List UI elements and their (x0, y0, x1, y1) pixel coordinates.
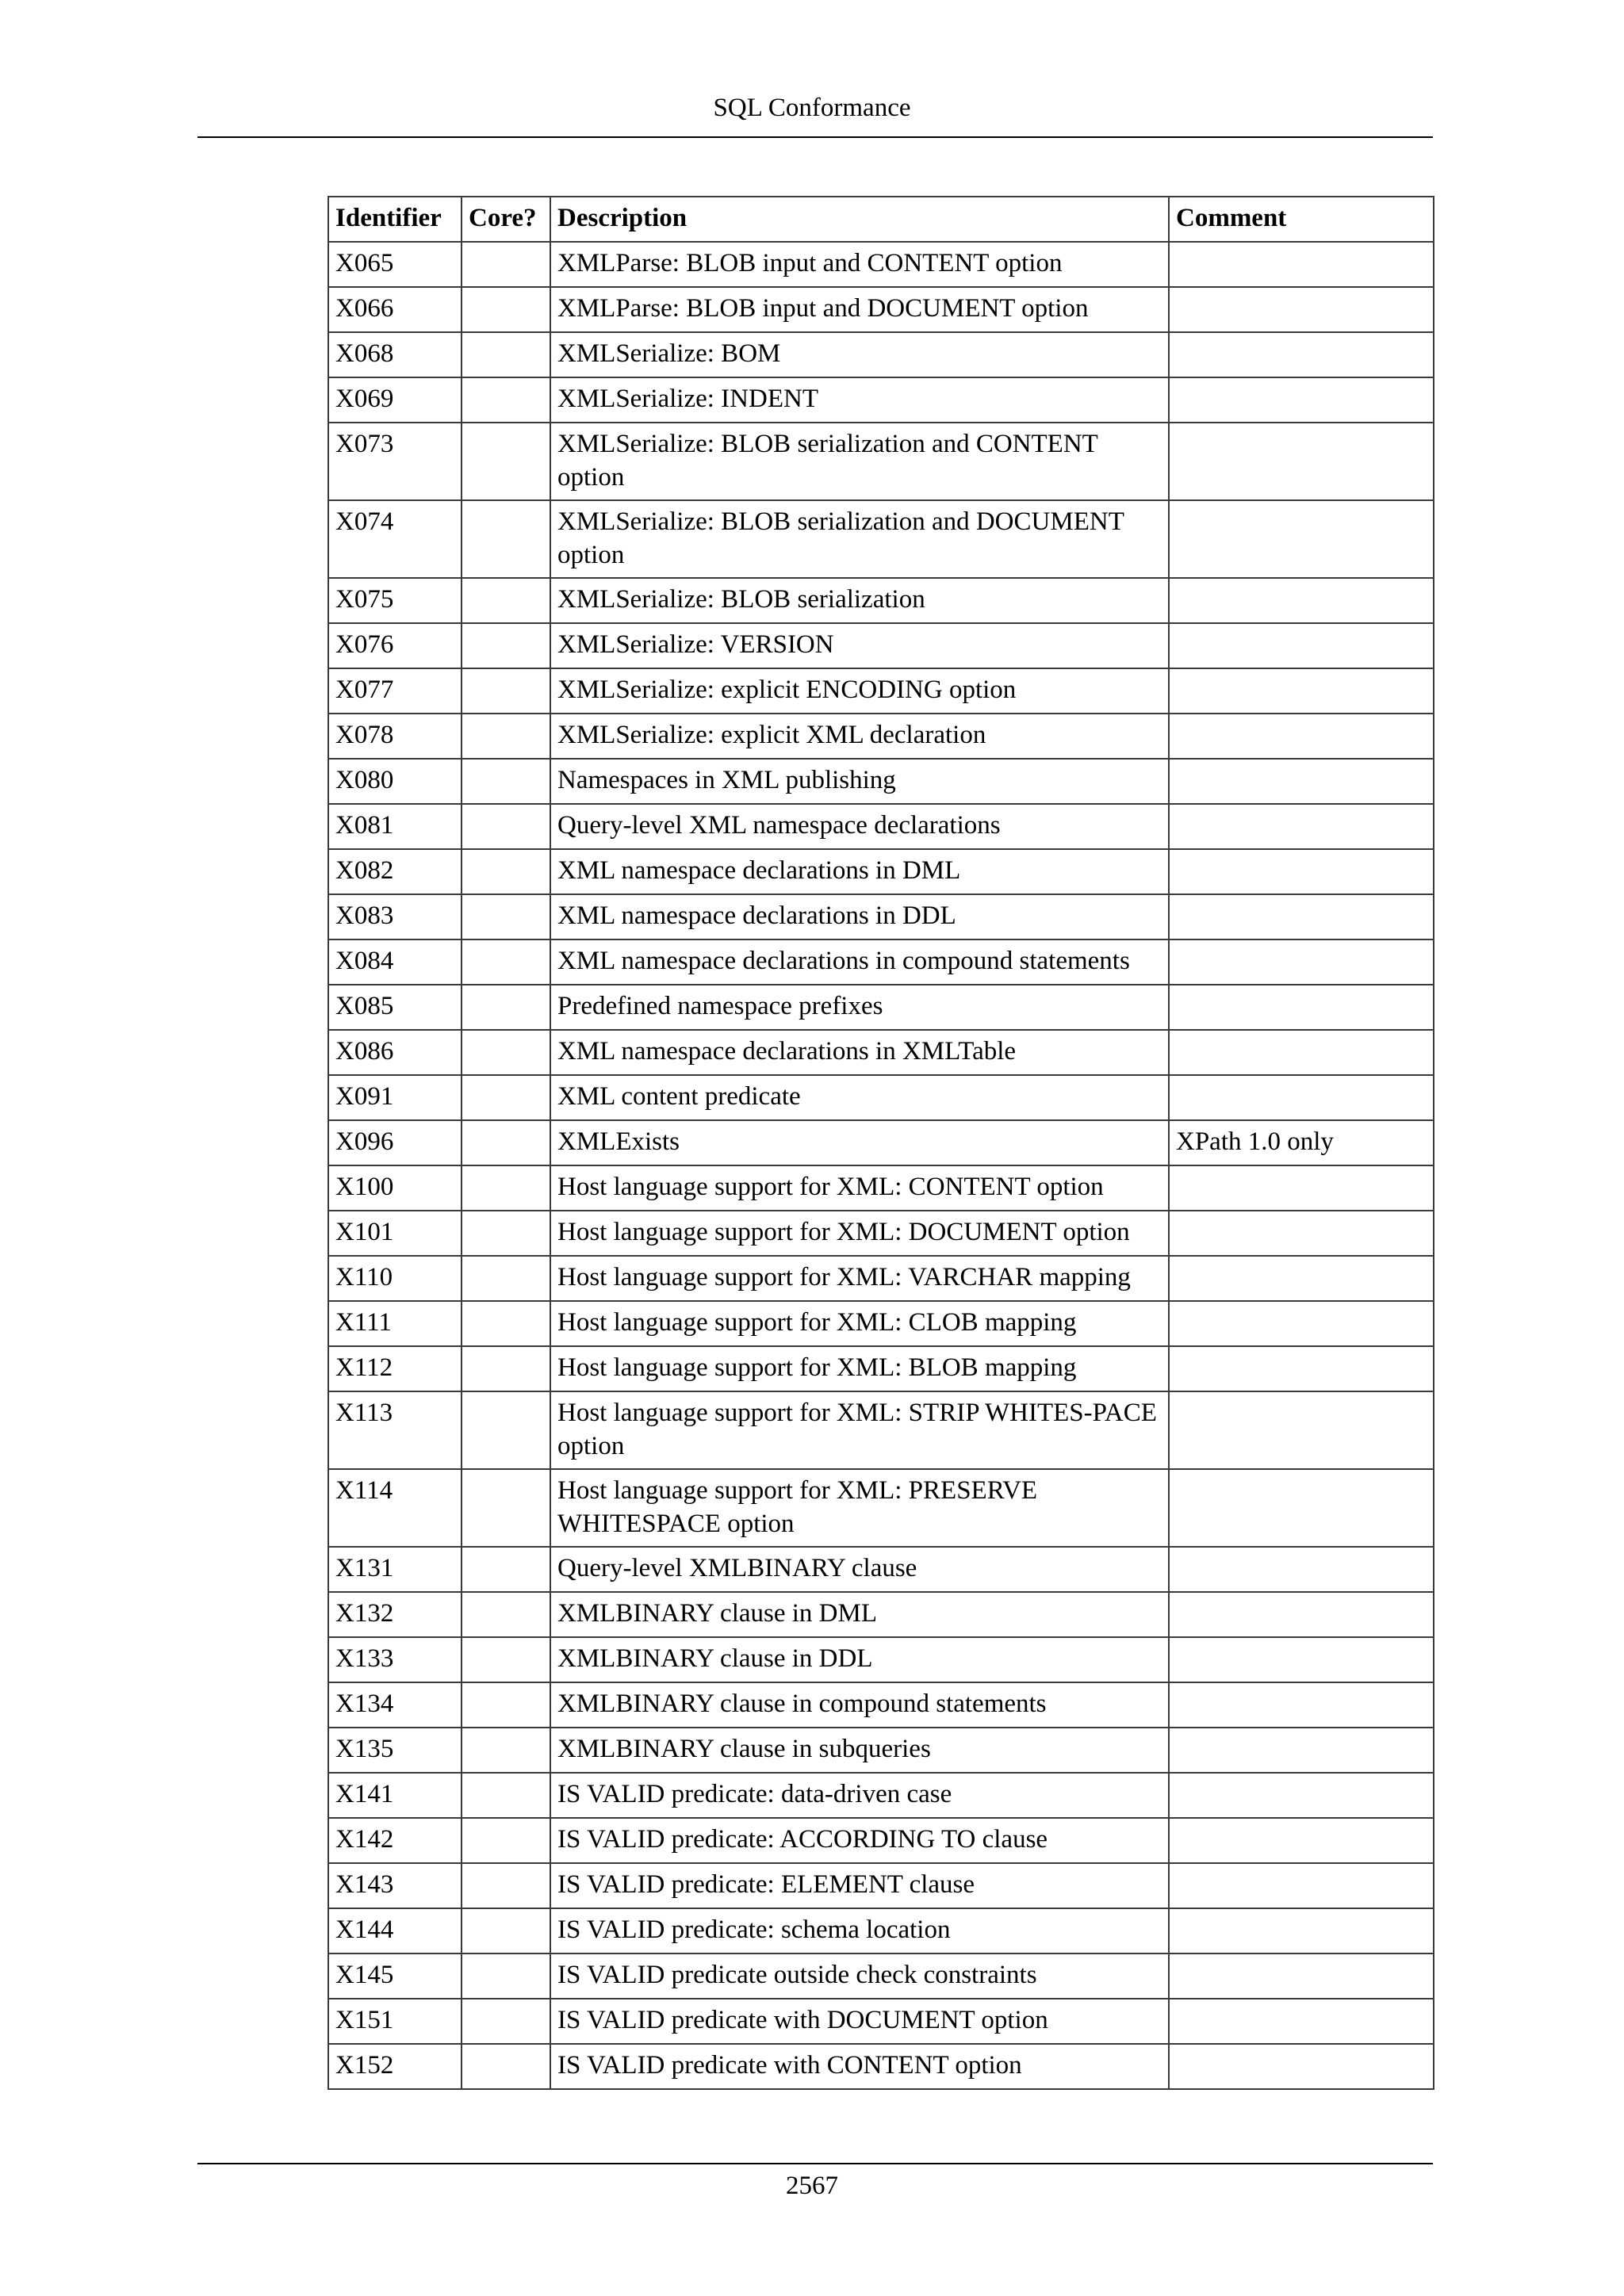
cell-core (462, 1075, 550, 1120)
cell-identifier: X134 (328, 1682, 462, 1728)
cell-comment (1169, 423, 1434, 500)
cell-comment (1169, 1346, 1434, 1391)
cell-identifier: X112 (328, 1346, 462, 1391)
cell-identifier: X069 (328, 377, 462, 423)
cell-core (462, 423, 550, 500)
cell-core (462, 2044, 550, 2089)
cell-description: Host language support for XML: STRIP WHITES-PACE option (550, 1391, 1169, 1469)
cell-description: XMLParse: BLOB input and DOCUMENT option (550, 287, 1169, 332)
cell-description: Host language support for XML: PRESERVE WHITESPACE option (550, 1469, 1169, 1547)
table-row (328, 1999, 1434, 2044)
table-row (328, 377, 1434, 423)
cell-core (462, 1592, 550, 1637)
cell-description: XML namespace declarations in compound statements (550, 939, 1169, 985)
cell-identifier: X132 (328, 1592, 462, 1637)
cell-identifier: X082 (328, 849, 462, 894)
cell-comment (1169, 804, 1434, 849)
cell-core (462, 1165, 550, 1211)
table-row (328, 849, 1434, 894)
cell-description: XMLBINARY clause in DDL (550, 1637, 1169, 1682)
cell-comment (1169, 1547, 1434, 1592)
cell-description: Query-level XML namespace declarations (550, 804, 1169, 849)
cell-core (462, 1120, 550, 1165)
table-row (328, 804, 1434, 849)
header-rule (197, 136, 1433, 138)
cell-comment (1169, 1999, 1434, 2044)
cell-description: Host language support for XML: CONTENT option (550, 1165, 1169, 1211)
cell-description: XMLSerialize: BLOB serialization and CONTENT option (550, 423, 1169, 500)
cell-description: XML namespace declarations in XMLTable (550, 1030, 1169, 1075)
cell-description: XMLSerialize: explicit XML declaration (550, 714, 1169, 759)
cell-core (462, 287, 550, 332)
cell-comment (1169, 1075, 1434, 1120)
cell-core (462, 668, 550, 714)
table-row (328, 1592, 1434, 1637)
cell-core (462, 714, 550, 759)
cell-identifier: X073 (328, 423, 462, 500)
cell-comment (1169, 1211, 1434, 1256)
table-row (328, 500, 1434, 578)
cell-comment (1169, 500, 1434, 578)
cell-core (462, 1682, 550, 1728)
table-row (328, 1773, 1434, 1818)
cell-description: IS VALID predicate: schema location (550, 1908, 1169, 1954)
cell-core (462, 1211, 550, 1256)
cell-comment (1169, 623, 1434, 668)
table-row (328, 578, 1434, 623)
cell-description: XMLBINARY clause in compound statements (550, 1682, 1169, 1728)
cell-core (462, 894, 550, 939)
cell-core (462, 623, 550, 668)
cell-identifier: X085 (328, 985, 462, 1030)
cell-core (462, 1773, 550, 1818)
table-row (328, 1547, 1434, 1592)
cell-identifier: X143 (328, 1863, 462, 1908)
cell-description: IS VALID predicate: ELEMENT clause (550, 1863, 1169, 1908)
cell-comment (1169, 377, 1434, 423)
cell-identifier: X065 (328, 242, 462, 287)
cell-identifier: X141 (328, 1773, 462, 1818)
cell-description: IS VALID predicate: ACCORDING TO clause (550, 1818, 1169, 1863)
table-row (328, 1301, 1434, 1346)
cell-description: IS VALID predicate with DOCUMENT option (550, 1999, 1169, 2044)
table-row (328, 1075, 1434, 1120)
cell-core (462, 1547, 550, 1592)
cell-comment (1169, 242, 1434, 287)
table-row (328, 423, 1434, 500)
cell-comment: XPath 1.0 only (1169, 1120, 1434, 1165)
page-number: 2567 (786, 2172, 838, 2200)
cell-description: Predefined namespace prefixes (550, 985, 1169, 1030)
cell-description: XMLSerialize: BLOB serialization and DOCUMENT option (550, 500, 1169, 578)
table-row (328, 1637, 1434, 1682)
cell-identifier: X111 (328, 1301, 462, 1346)
cell-identifier: X066 (328, 287, 462, 332)
cell-core (462, 804, 550, 849)
cell-description: Host language support for XML: BLOB mapping (550, 1346, 1169, 1391)
cell-core (462, 939, 550, 985)
cell-comment (1169, 1728, 1434, 1773)
table-row (328, 1391, 1434, 1469)
cell-comment (1169, 1863, 1434, 1908)
cell-core (462, 1954, 550, 1999)
cell-comment (1169, 2044, 1434, 2089)
cell-identifier: X080 (328, 759, 462, 804)
cell-comment (1169, 668, 1434, 714)
cell-identifier: X101 (328, 1211, 462, 1256)
cell-description: IS VALID predicate with CONTENT option (550, 2044, 1169, 2089)
cell-description: IS VALID predicate outside check constraints (550, 1954, 1169, 1999)
cell-comment (1169, 985, 1434, 1030)
cell-description: XMLExists (550, 1120, 1169, 1165)
cell-comment (1169, 332, 1434, 377)
cell-identifier: X083 (328, 894, 462, 939)
table-row (328, 714, 1434, 759)
cell-description: Host language support for XML: CLOB mapping (550, 1301, 1169, 1346)
cell-identifier: X074 (328, 500, 462, 578)
cell-description: XMLSerialize: VERSION (550, 623, 1169, 668)
cell-comment (1169, 1165, 1434, 1211)
cell-identifier: X086 (328, 1030, 462, 1075)
column-header-comment: Comment (1169, 197, 1434, 242)
cell-core (462, 377, 550, 423)
cell-comment (1169, 714, 1434, 759)
cell-core (462, 1391, 550, 1469)
table-row (328, 623, 1434, 668)
table-row (328, 668, 1434, 714)
cell-comment (1169, 939, 1434, 985)
column-header-description: Description (550, 197, 1169, 242)
cell-core (462, 578, 550, 623)
table-row (328, 287, 1434, 332)
table-row (328, 759, 1434, 804)
cell-identifier: X131 (328, 1547, 462, 1592)
table-row (328, 894, 1434, 939)
cell-comment (1169, 849, 1434, 894)
footer-rule (197, 2163, 1433, 2164)
table-body (328, 242, 1434, 2089)
conformance-table (327, 196, 1434, 2090)
cell-identifier: X142 (328, 1818, 462, 1863)
cell-core (462, 1301, 550, 1346)
cell-core (462, 1818, 550, 1863)
table-row (328, 1211, 1434, 1256)
column-header-core: Core? (462, 197, 550, 242)
cell-identifier: X077 (328, 668, 462, 714)
table-row (328, 1863, 1434, 1908)
cell-identifier: X135 (328, 1728, 462, 1773)
cell-identifier: X152 (328, 2044, 462, 2089)
cell-core (462, 332, 550, 377)
cell-core (462, 849, 550, 894)
cell-comment (1169, 1818, 1434, 1863)
table-row (328, 242, 1434, 287)
cell-core (462, 1728, 550, 1773)
cell-description: XMLSerialize: BLOB serialization (550, 578, 1169, 623)
cell-identifier: X151 (328, 1999, 462, 2044)
cell-description: XML namespace declarations in DDL (550, 894, 1169, 939)
cell-comment (1169, 1030, 1434, 1075)
table-row (328, 1908, 1434, 1954)
table-row (328, 1954, 1434, 1999)
cell-identifier: X114 (328, 1469, 462, 1547)
cell-comment (1169, 1637, 1434, 1682)
cell-comment (1169, 1682, 1434, 1728)
cell-core (462, 1863, 550, 1908)
table-row (328, 1818, 1434, 1863)
table-row (328, 1346, 1434, 1391)
cell-core (462, 1999, 550, 2044)
cell-comment (1169, 1773, 1434, 1818)
cell-core (462, 985, 550, 1030)
table-row (328, 1469, 1434, 1547)
cell-core (462, 1469, 550, 1547)
cell-identifier: X075 (328, 578, 462, 623)
cell-identifier: X100 (328, 1165, 462, 1211)
table-row (328, 1256, 1434, 1301)
cell-identifier: X078 (328, 714, 462, 759)
cell-comment (1169, 1301, 1434, 1346)
cell-comment (1169, 1469, 1434, 1547)
cell-comment (1169, 894, 1434, 939)
cell-description: XMLBINARY clause in subqueries (550, 1728, 1169, 1773)
cell-identifier: X084 (328, 939, 462, 985)
cell-description: Query-level XMLBINARY clause (550, 1547, 1169, 1592)
cell-identifier: X096 (328, 1120, 462, 1165)
cell-comment (1169, 1908, 1434, 1954)
cell-comment (1169, 1256, 1434, 1301)
cell-comment (1169, 1954, 1434, 1999)
cell-identifier: X076 (328, 623, 462, 668)
page-header: SQL Conformance (713, 94, 911, 122)
cell-core (462, 759, 550, 804)
table-row (328, 985, 1434, 1030)
cell-core (462, 1030, 550, 1075)
cell-identifier: X068 (328, 332, 462, 377)
cell-comment (1169, 578, 1434, 623)
cell-description: Host language support for XML: VARCHAR mapping (550, 1256, 1169, 1301)
cell-description: IS VALID predicate: data-driven case (550, 1773, 1169, 1818)
cell-identifier: X110 (328, 1256, 462, 1301)
cell-description: Host language support for XML: DOCUMENT option (550, 1211, 1169, 1256)
table-header-row (328, 197, 1434, 242)
table-row (328, 939, 1434, 985)
cell-description: XML namespace declarations in DML (550, 849, 1169, 894)
cell-description: XMLSerialize: explicit ENCODING option (550, 668, 1169, 714)
cell-comment (1169, 287, 1434, 332)
cell-identifier: X144 (328, 1908, 462, 1954)
cell-identifier: X133 (328, 1637, 462, 1682)
table-row (328, 332, 1434, 377)
cell-core (462, 1637, 550, 1682)
cell-comment (1169, 759, 1434, 804)
cell-description: XML content predicate (550, 1075, 1169, 1120)
cell-description: XMLParse: BLOB input and CONTENT option (550, 242, 1169, 287)
cell-identifier: X145 (328, 1954, 462, 1999)
cell-core (462, 500, 550, 578)
table-row (328, 1165, 1434, 1211)
cell-identifier: X113 (328, 1391, 462, 1469)
cell-description: XMLBINARY clause in DML (550, 1592, 1169, 1637)
table-header (328, 197, 1434, 242)
cell-description: XMLSerialize: INDENT (550, 377, 1169, 423)
cell-core (462, 1908, 550, 1954)
cell-identifier: X081 (328, 804, 462, 849)
cell-description: Namespaces in XML publishing (550, 759, 1169, 804)
cell-core (462, 242, 550, 287)
cell-core (462, 1346, 550, 1391)
cell-comment (1169, 1592, 1434, 1637)
cell-comment (1169, 1391, 1434, 1469)
cell-core (462, 1256, 550, 1301)
table-row (328, 1120, 1434, 1165)
table-row (328, 1728, 1434, 1773)
table-row (328, 1682, 1434, 1728)
cell-identifier: X091 (328, 1075, 462, 1120)
table-row (328, 2044, 1434, 2089)
table-row (328, 1030, 1434, 1075)
cell-description: XMLSerialize: BOM (550, 332, 1169, 377)
column-header-identifier: Identifier (328, 197, 462, 242)
